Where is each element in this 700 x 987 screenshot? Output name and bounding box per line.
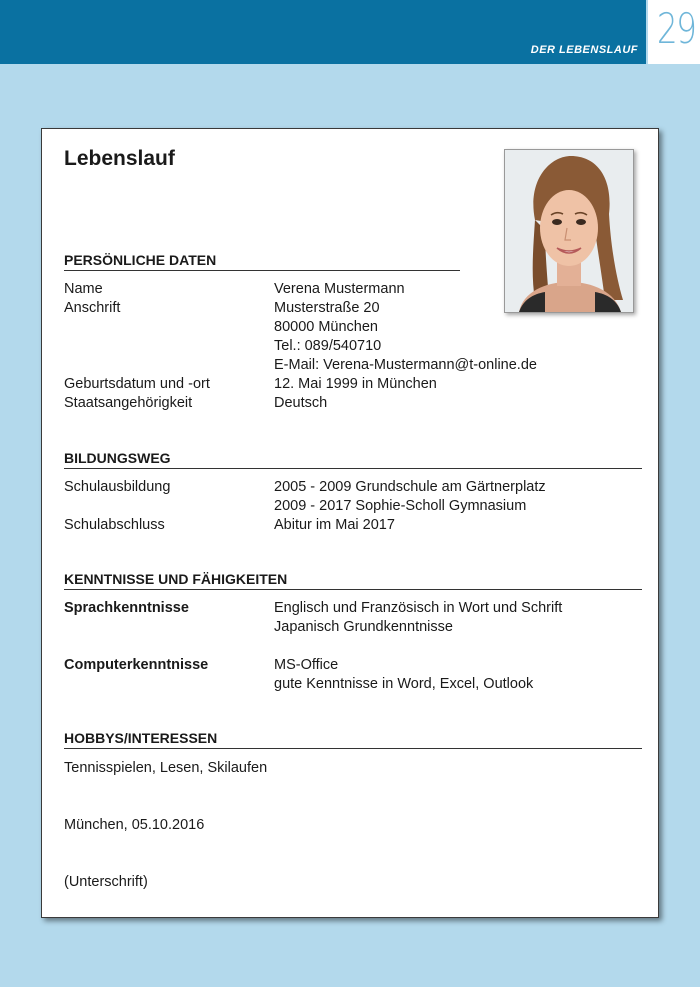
row-value: Japanisch Grundkenntnisse [274, 619, 453, 635]
row-value: 2005 - 2009 Grundschule am Gärtnerplatz [274, 479, 546, 495]
page-number: 29 [656, 4, 696, 53]
row-label: Staatsangehörigkeit [64, 395, 193, 411]
section-heading-education: BILDUNGSWEG [64, 450, 642, 469]
personal-row [64, 338, 646, 358]
education-row [64, 479, 646, 499]
row-value: 12. Mai 1999 in München [274, 376, 437, 392]
row-value: Tel.: 089/540710 [274, 338, 382, 354]
skills-row [64, 600, 646, 620]
signature-placeholder: (Unterschrift) [64, 874, 148, 890]
personal-row [64, 357, 646, 377]
personal-row [64, 395, 646, 415]
skills-row [64, 657, 646, 677]
section-heading-skills: KENNTNISSE UND FÄHIGKEITEN [64, 571, 642, 590]
row-label: Schulabschluss [64, 517, 165, 533]
email-value: E-Mail: Verena-Mustermann@t-online.de [274, 357, 537, 373]
row-label: Anschrift [64, 300, 121, 316]
row-label: Geburtsdatum und -ort [64, 376, 210, 392]
row-value: MS-Office [274, 657, 339, 673]
row-value: Deutsch [274, 395, 328, 411]
cv-sheet [41, 128, 659, 918]
education-row [64, 498, 646, 518]
personal-row [64, 319, 646, 339]
row-label: Computerkenntnisse [64, 657, 209, 673]
cv-title: Lebenslauf [64, 147, 175, 170]
section-heading-hobbies: HOBBYS/INTERESSEN [64, 730, 642, 749]
education-row [64, 517, 646, 537]
personal-row [64, 376, 646, 396]
row-label: Schulausbildung [64, 479, 171, 495]
row-value: Verena Mustermann [274, 281, 405, 297]
row-value: 80000 München [274, 319, 378, 335]
row-value: Musterstraße 20 [274, 300, 380, 316]
place-date: München, 05.10.2016 [64, 817, 205, 833]
row-label: Name [64, 281, 103, 297]
row-value: 2009 - 2017 Sophie-Scholl Gymnasium [274, 498, 527, 514]
row-value: gute Kenntnisse in Word, Excel, Outlook [274, 676, 534, 692]
row-value: Englisch und Französisch in Wort und Schrift [274, 600, 563, 616]
hobbies-text: Tennisspielen, Lesen, Skilaufen [64, 760, 268, 776]
row-value: Abitur im Mai 2017 [274, 517, 395, 533]
personal-row [64, 300, 646, 320]
skills-row [64, 676, 646, 696]
personal-row [64, 281, 646, 301]
section-tag: DER LEBENSLAUF [530, 44, 638, 56]
row-label: Sprachkenntnisse [64, 600, 189, 616]
skills-row [64, 619, 646, 639]
section-heading-personal: PERSÖNLICHE DATEN [64, 252, 460, 271]
